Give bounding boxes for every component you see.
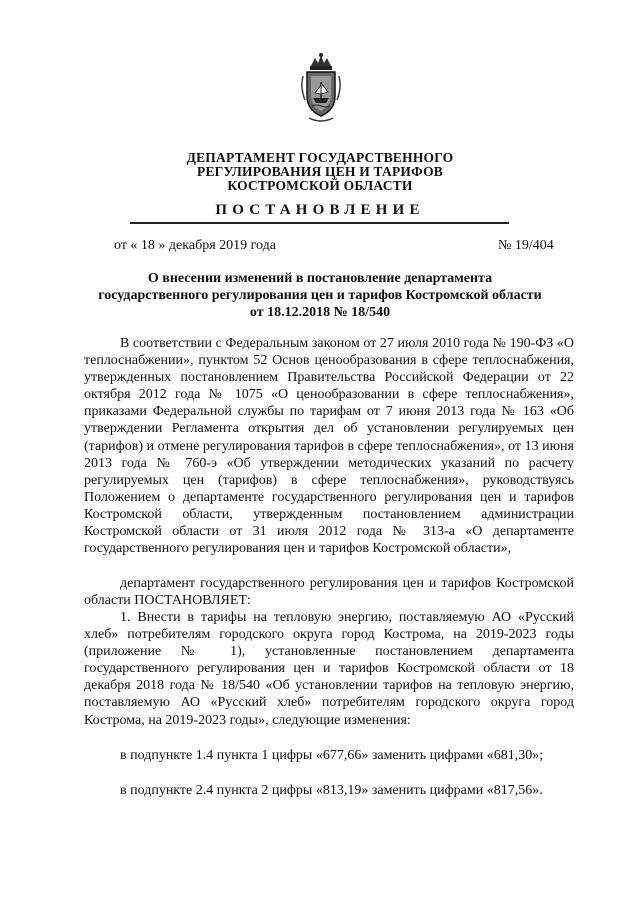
paragraph-text: В соответствии с Федеральным законом от 27 июля 2010 года № 190-ФЗ «О теплоснабжении», пунктом 52 Основ ценообразования в сфере теплоснабжения, утвержденных постановлением Правительства Российской Федерации от 22 октября 2012 года № 1075 «О ценообразовании в сфере теплоснабжения», приказами Федеральной службы по тарифам от 7 июня 2013 года № 163 «Об утверждении Регламента открытия дел об установлении регулируемых цен (тарифов) и отмене регулирования тарифов в сфере теплоснабжения», от 13 июня 2013 года № 760-э «Об утверждении методических указаний по расчету регулируемых цен (тарифов) в сфере теплоснабжения», руководствуясь Положением о департаменте государственного регулирования цен и тарифов Костромской области, утвержденным постановлением администрации Костромской области от 31 июля 2012 года № 313-а «О департаменте государственного регулирования цен и тарифов Костромской области», [84,336,574,557]
document-date: от « 18 » декабря 2019 года [114,238,276,253]
paragraph-text: в подпункте 1.4 пункта 1 цифры «677,66» заменить цифрами «681,30»; [120,748,544,763]
paragraph-text: 1. Внести в тарифы на тепловую энергию, поставляемую АО «Русский хлеб» потребителям городского округа город Кострома, на 2019-2023 годы (приложение № 1), установленные постановлением департамента государственного регулирования цен и тарифов Костромской области от 18 декабря 2018 года № 18/540 «Об установлении тарифов на тепловую энергию, поставляемую АО «Русский хлеб» потребителям городского округа город Кострома, на 2019-2023 годы», следующие изменения: [84,610,574,728]
preamble-paragraph [84,335,574,557]
document-title-line-1: О внесении изменений в постановление департамента [147,271,493,286]
document-title-line-3: от 18.12.2018 № 18/540 [249,305,391,320]
department-name-line-3: КОСТРОМСКОЙ ОБЛАСТИ [227,178,413,193]
header-divider [130,222,509,224]
coat-of-arms-icon [299,52,343,124]
subclause-2-4-paragraph [84,782,574,799]
document-type-heading: ПОСТАНОВЛЕНИЕ [215,202,425,218]
department-name-line-2: РЕГУЛИРОВАНИЯ ЦЕН И ТАРИФОВ [197,164,443,179]
document-number: № 19/404 [498,238,554,253]
clause-1-paragraph [84,609,574,729]
resolution-paragraph [84,575,574,609]
subclause-1-4-paragraph [84,747,574,764]
paragraph-text: в подпункте 2.4 пункта 2 цифры «813,19» заменить цифрами «817,56». [120,783,543,798]
paragraph-text: департамент государственного регулирования цен и тарифов Костромской области ПОСТАНОВЛЯЕТ: [84,576,574,609]
department-name-line-1: ДЕПАРТАМЕНТ ГОСУДАРСТВЕННОГО [186,150,454,165]
document-title-line-2: государственного регулирования цен и тарифов Костромской области [98,288,542,303]
